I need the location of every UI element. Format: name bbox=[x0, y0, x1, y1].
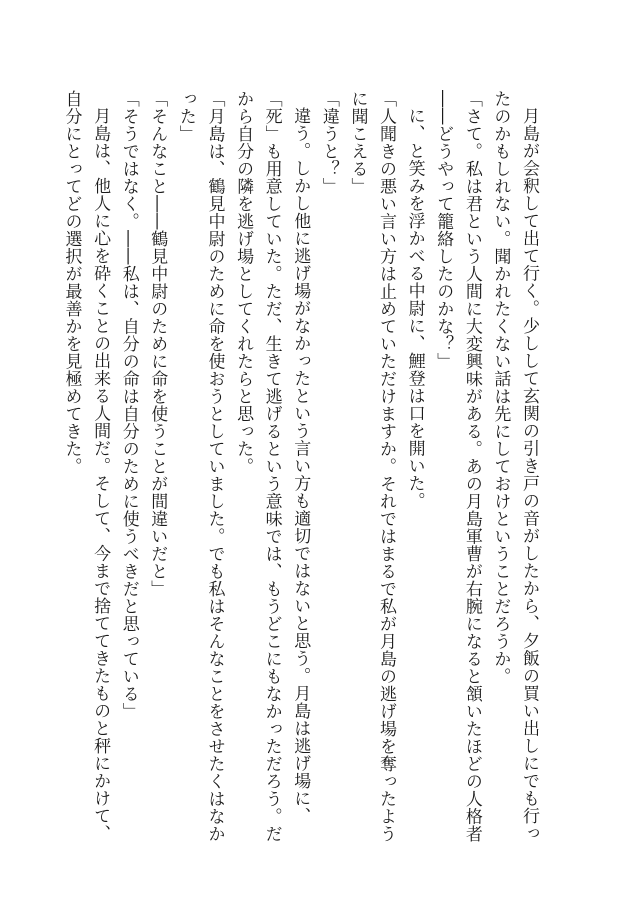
narration-paragraph: 月島が会釈して出て行く。少しして玄関の引き戸の音がしたから、夕飯の買い出しにでも行ったのかもしれない。聞かれたくない話は先にしておけということだろうか。 bbox=[490, 90, 539, 842]
dialogue-line: 「そんなこと――鶴見中尉のために命を使うことが間違いだと」 bbox=[147, 90, 168, 598]
dialogue-line: 「さて。私は君という人間に大変興味がある。あの月島軍曹が右腕になると頷いたほどの人格者――どうやって籠絡したのかな？」 bbox=[433, 90, 482, 843]
dialogue-line: 「月島は、鶴見中尉のために命を使おうとしていました。でも私はそんなことをさせたくはなかった」 bbox=[175, 90, 225, 843]
narration-paragraph: 月島は、他人に心を砕くことの出来る人間だ。そして、今まで捨ててきたものと秤にかけて、自分にとってどの選択が最善かを見極めてきた。 bbox=[61, 90, 111, 842]
narration-paragraph: に、と笑みを浮かべる中尉に、鯉登は口を開いた。 bbox=[404, 107, 425, 510]
narration-paragraph: 違う。しかし他に逃げ場がなかったという言い方も適切ではないと思う。月島は逃げ場に、「死」も用意していた。ただ、生きて逃げるという意味では、もうどこにもなかっただろう。だから自分の隣を逃げ場としてくれたらと思った。 bbox=[233, 90, 311, 843]
vertical-text-body bbox=[57, 90, 543, 850]
dialogue-line: 「違うと？」 bbox=[318, 90, 339, 195]
dialogue-line: 「人聞きの悪い言い方は止めていただけますか。それではまるで私が月島の逃げ場を奪ったように聞こえる」 bbox=[347, 90, 397, 843]
dialogue-line: 「そうではなく。――私は、自分の命は自分のために使うべきだと思っている」 bbox=[118, 90, 139, 720]
